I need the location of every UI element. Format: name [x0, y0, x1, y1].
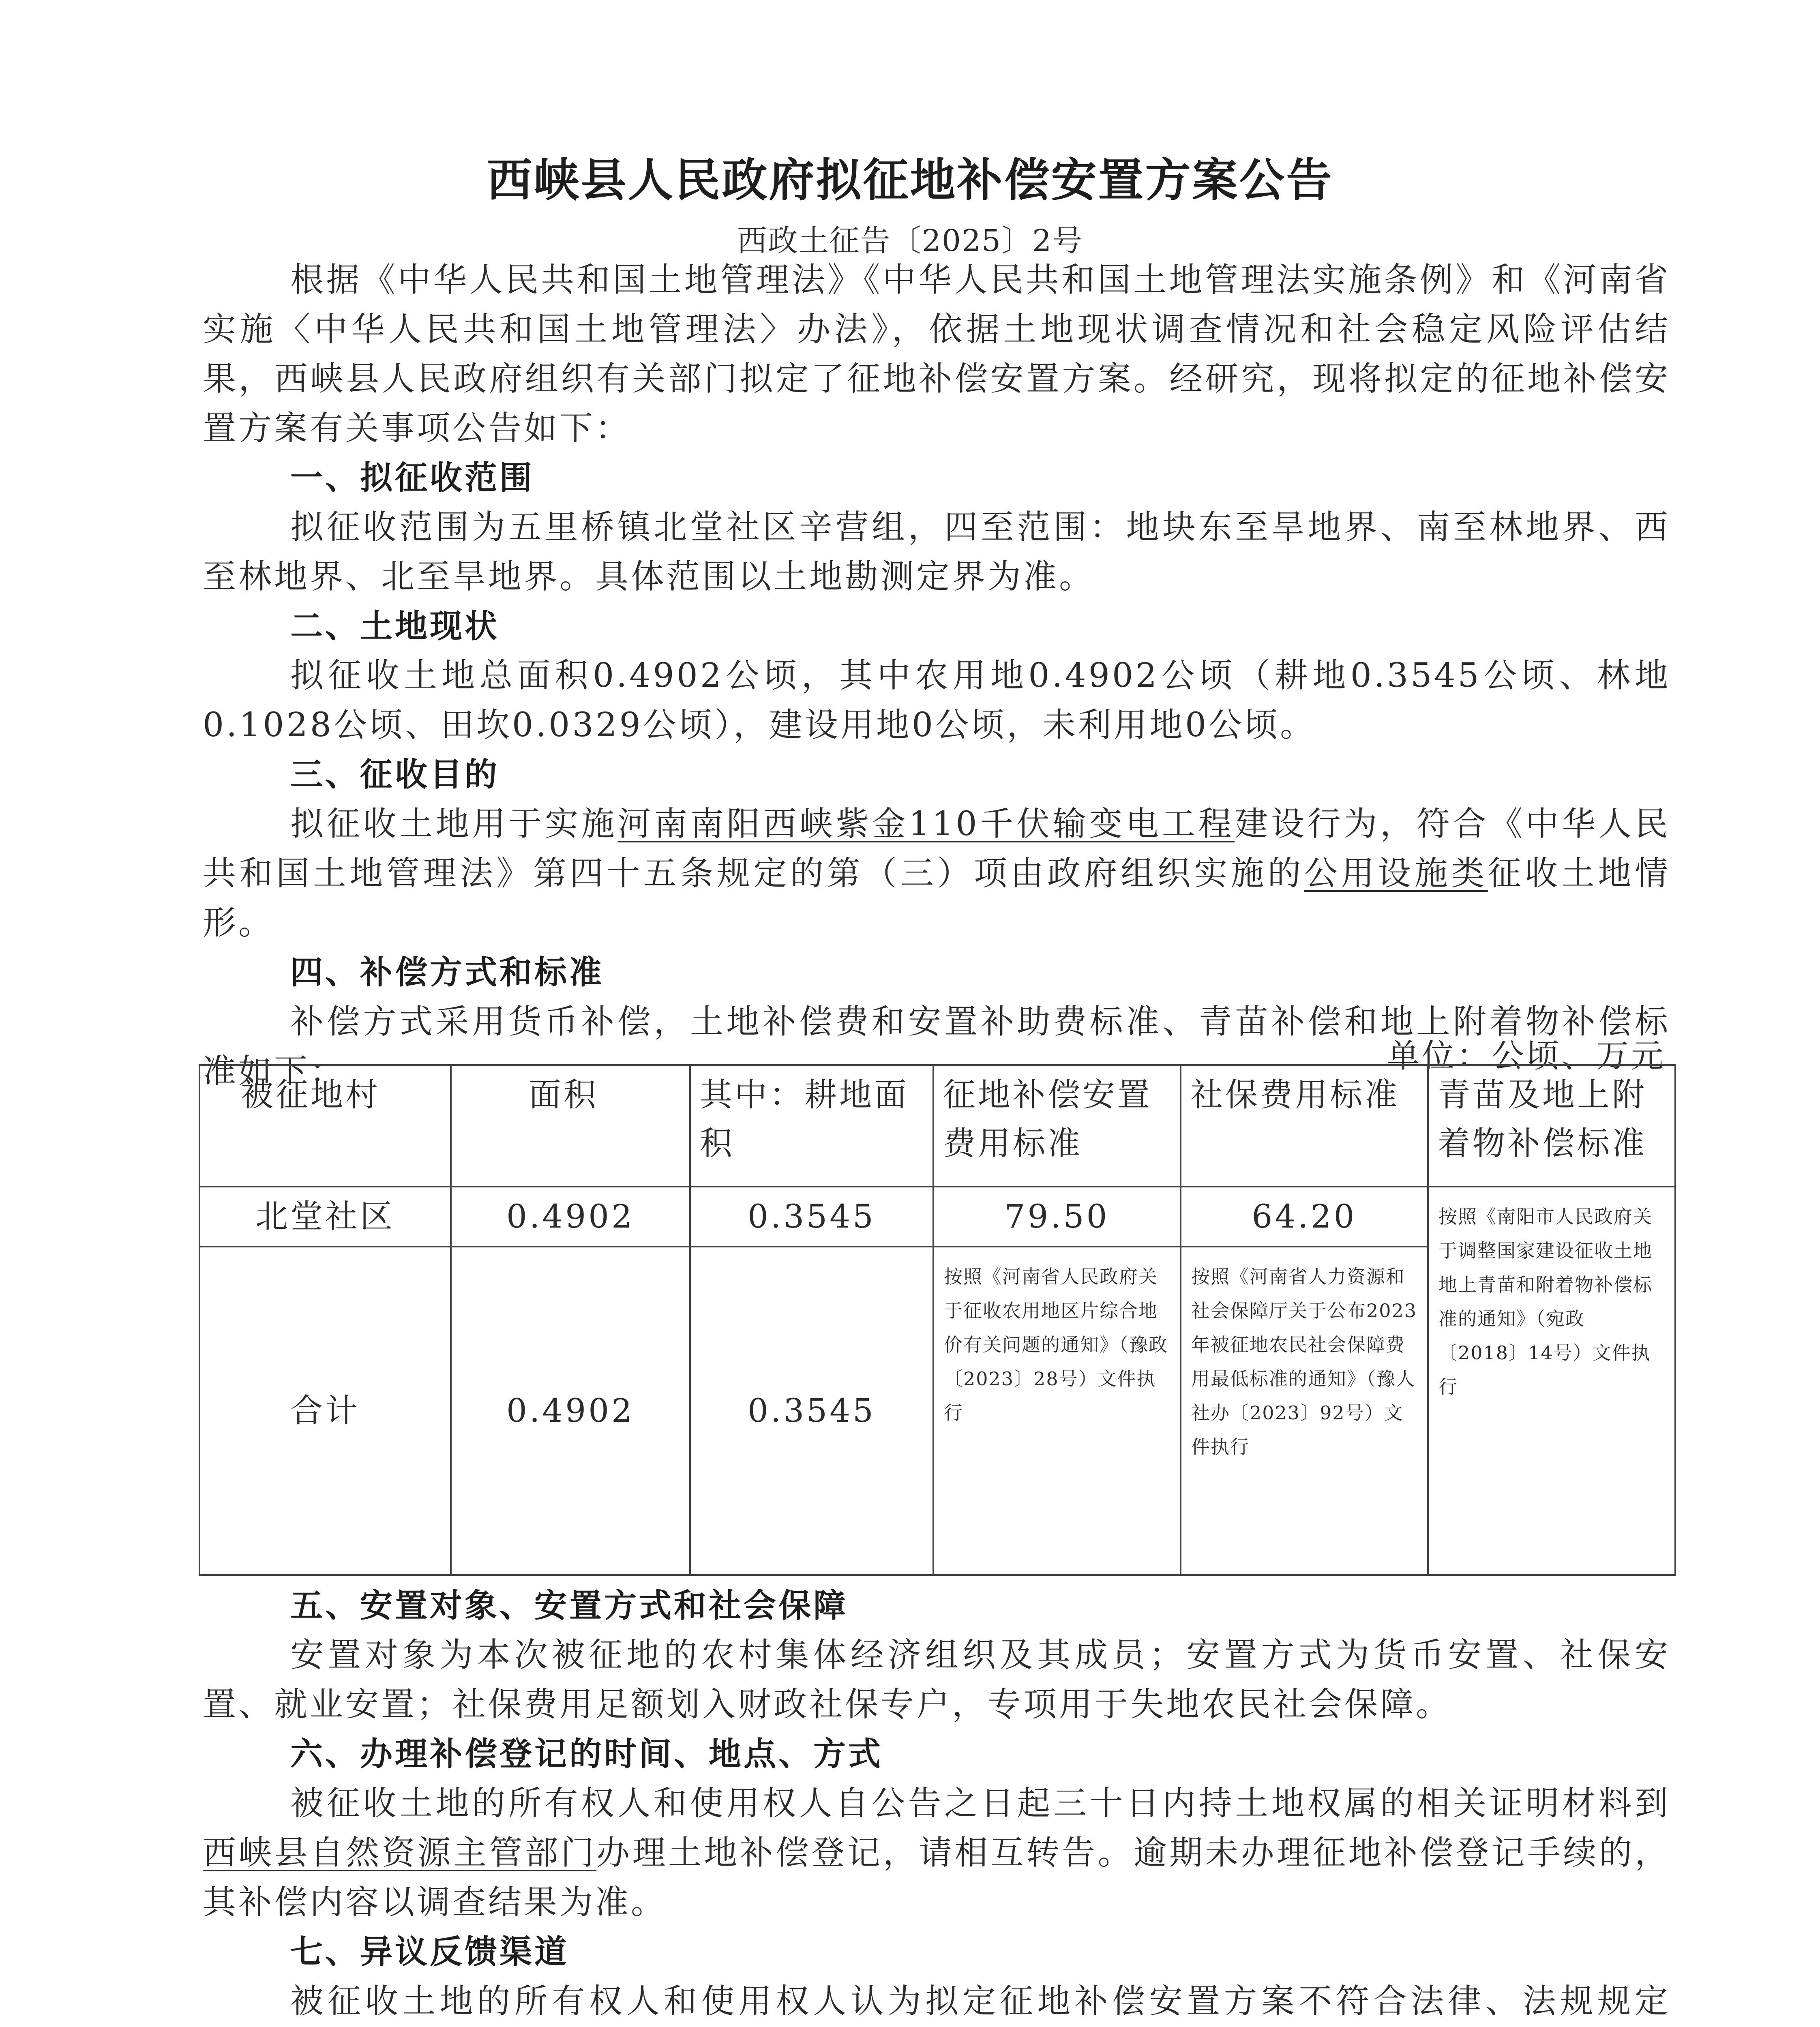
- header-cell: 征地补偿安置费用标准: [933, 1065, 1181, 1187]
- section-1-heading: 一、拟征收范围: [290, 459, 534, 497]
- section-1-text: 拟征收范围为五里桥镇北堂社区辛营组，四至范围：地块东至旱地界、南至林地界、西至林地界、北至旱地界。具体范围以土地勘测定界为准。: [203, 508, 1670, 596]
- section-6-text: 被征收土地的所有权人和使用权人自公告之日起三十日内持土地权属的相关证明材料到西峡县自然资源主管部门办理土地补偿登记，请相互转告。逾期未办理征地补偿登记手续的，其补偿内容以调查结果为准。: [203, 1784, 1670, 1922]
- project-name: 河南南阳西峡紫金110千伏输变电工程: [617, 805, 1235, 843]
- table-unit: 单位：公顷、万元: [1387, 1037, 1666, 1075]
- total-area-cell: 0.4902: [451, 1247, 690, 1575]
- green-crop-note: 按照《南阳市人民政府关于调整国家建设征收土地地上青苗和附着物补偿标准的通知》（宛政〔2018〕14号）文件执行: [1428, 1187, 1675, 1575]
- land-category: 公用设施类: [1304, 854, 1488, 893]
- table-header-row: [199, 1065, 1675, 1187]
- compensation-table: [199, 1064, 1676, 1576]
- section-5-text: 安置对象为本次被征地的农村集体经济组织及其成员；安置方式为货币安置、社保安置、就业安置；社保费用足额划入财政社保专户，专项用于失地农民社会保障。: [203, 1636, 1670, 1724]
- document-body: [203, 255, 1670, 1096]
- header-cell: 社保费用标准: [1181, 1065, 1428, 1187]
- header-cell: 其中：耕地面积: [690, 1065, 933, 1187]
- compensation-standard-cell: 79.50: [933, 1187, 1181, 1247]
- header-cell: 被征地村: [199, 1065, 451, 1187]
- document-number: 西政土征告〔2025〕2号: [737, 223, 1083, 258]
- total-cultivated-cell: 0.3545: [690, 1247, 933, 1575]
- section-2-heading: 二、土地现状: [290, 607, 499, 645]
- section-2-text: 拟征收土地总面积0.4902公顷，其中农用地0.4902公顷（耕地0.3545公顷、林地0.1028公顷、田坎0.0329公顷），建设用地0公顷，未利用地0公顷。: [203, 656, 1670, 744]
- section-3-text: 拟征收土地用于实施河南南阳西峡紫金110千伏输变电工程建设行为，符合《中华人民共和国土地管理法》第四十五条规定的第（三）项由政府组织实施的公用设施类征收土地情形。: [203, 805, 1670, 942]
- section-5-heading: 五、安置对象、安置方式和社会保障: [290, 1587, 848, 1624]
- section-6-heading: 六、办理补偿登记的时间、地点、方式: [290, 1735, 883, 1773]
- section-7-heading: 七、异议反馈渠道: [290, 1933, 569, 1971]
- intro-paragraph: 根据《中华人民共和国土地管理法》《中华人民共和国土地管理法实施条例》和《河南省实施〈中华人民共和国土地管理法〉办法》，依据土地现状调查情况和社会稳定风险评估结果，西峡县人民政府组织有关部门拟定了征地补偿安置方案。经研究，现将拟定的征地补偿安置方案有关事项公告如下：: [203, 261, 1670, 448]
- header-cell: 面积: [451, 1065, 690, 1187]
- section-3-heading: 三、征收目的: [290, 756, 499, 793]
- social-security-note: 按照《河南省人力资源和社会保障厅关于公布2023年被征地农民社会保障费用最低标准的通知》（豫人社办〔2023〕92号）文件执行: [1181, 1247, 1428, 1575]
- document-body-continued: [203, 1581, 1670, 2027]
- document-title: 西峡县人民政府拟征地补偿安置方案公告: [487, 154, 1333, 207]
- section-4-text: 补偿方式采用货币补偿，土地补偿费和安置补助费标准、青苗补偿和地上附着物补偿标准如下：: [203, 1003, 1670, 1091]
- compensation-note: 按照《河南省人民政府关于征收农用地区片综合地价有关问题的通知》（豫政〔2023〕28号）文件执行: [933, 1247, 1181, 1575]
- cultivated-area-cell: 0.3545: [690, 1187, 933, 1247]
- registration-place: 西峡县自然资源主管部门: [203, 1834, 597, 1872]
- village-cell: 北堂社区: [199, 1187, 451, 1247]
- header-cell: 青苗及地上附着物补偿标准: [1428, 1065, 1675, 1187]
- table-row: [199, 1187, 1675, 1247]
- section-4-heading: 四、补偿方式和标准: [290, 954, 604, 991]
- social-security-cell: 64.20: [1181, 1187, 1428, 1247]
- area-cell: 0.4902: [451, 1187, 690, 1247]
- total-label-cell: 合计: [199, 1247, 451, 1575]
- section-7-text: 被征收土地的所有权人和使用权人认为拟定征地补偿安置方案不符合法律、法规规定: [290, 1982, 1670, 2021]
